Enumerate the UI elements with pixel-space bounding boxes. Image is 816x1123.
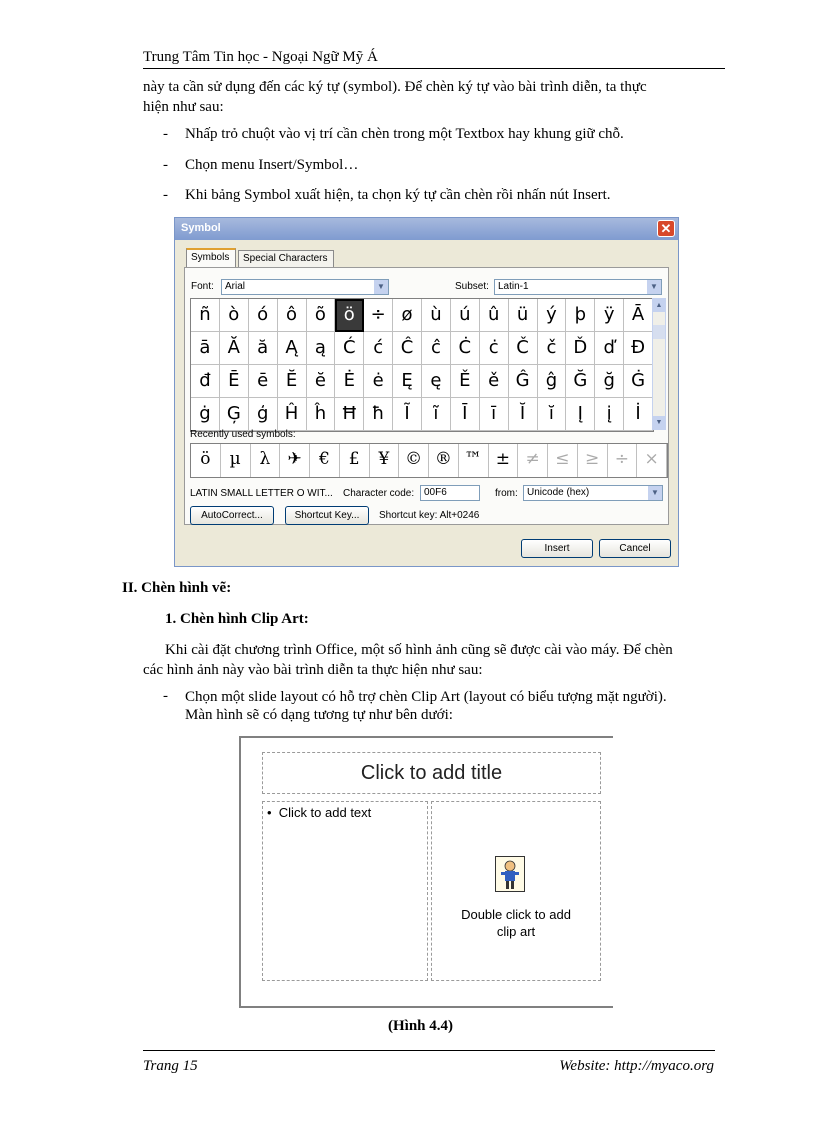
- symbol-cell[interactable]: þ: [566, 299, 595, 332]
- symbol-cell[interactable]: ú: [451, 299, 480, 332]
- symbol-cell[interactable]: Ī: [451, 398, 480, 431]
- scroll-down-icon[interactable]: ▼: [653, 416, 665, 429]
- symbol-cell[interactable]: ď: [595, 332, 624, 365]
- intro-line: hiện như sau:: [143, 99, 224, 115]
- recent-symbol-cell[interactable]: €: [310, 444, 340, 477]
- insert-button[interactable]: Insert: [521, 539, 593, 558]
- tab-special-characters[interactable]: Special Characters: [238, 250, 334, 267]
- dash-bullet: -: [163, 157, 168, 173]
- symbol-cell[interactable]: Ě: [451, 365, 480, 398]
- from-select[interactable]: [523, 485, 663, 501]
- clipart-step: [185, 688, 667, 724]
- symbol-cell[interactable]: Ĩ: [393, 398, 422, 431]
- symbol-cell[interactable]: ą: [307, 332, 336, 365]
- header-rule: [143, 68, 725, 69]
- symbol-cell[interactable]: Đ: [624, 332, 653, 365]
- symbol-cell[interactable]: Ģ: [220, 398, 249, 431]
- clipart-instruction-line: Double click to add: [461, 907, 571, 922]
- bullet-dot: •: [267, 805, 279, 820]
- symbol-cell[interactable]: ö: [335, 299, 364, 332]
- scroll-up-icon[interactable]: ▲: [653, 299, 665, 312]
- symbol-cell[interactable]: İ: [624, 398, 653, 431]
- symbol-cell[interactable]: ø: [393, 299, 422, 332]
- symbol-cell[interactable]: Ğ: [566, 365, 595, 398]
- symbol-cell[interactable]: ě: [480, 365, 509, 398]
- intro-paragraph: [143, 77, 723, 117]
- recent-symbol-cell[interactable]: ≤: [548, 444, 578, 477]
- clipart-paragraph: [143, 640, 733, 660]
- symbol-cell[interactable]: Ę: [393, 365, 422, 398]
- dash-bullet: -: [163, 126, 168, 142]
- symbol-cell[interactable]: į: [595, 398, 624, 431]
- page-header: Trung Tâm Tin học - Ngoại Ngữ Mỹ Á: [143, 49, 378, 65]
- symbol-cell[interactable]: ĩ: [422, 398, 451, 431]
- chevron-down-icon[interactable]: ▼: [648, 486, 662, 500]
- symbol-cell[interactable]: ē: [249, 365, 278, 398]
- symbol-cell[interactable]: Ĕ: [278, 365, 307, 398]
- recent-symbol-cell[interactable]: ±: [489, 444, 519, 477]
- symbol-cell[interactable]: Ē: [220, 365, 249, 398]
- scroll-thumb[interactable]: [653, 325, 665, 339]
- step-item: Nhấp trỏ chuột vào vị trí cần chèn trong một Textbox hay khung giữ chỗ.: [185, 126, 624, 142]
- recent-symbol-cell[interactable]: µ: [221, 444, 251, 477]
- font-select[interactable]: [221, 279, 389, 295]
- symbol-cell[interactable]: ü: [509, 299, 538, 332]
- symbol-cell[interactable]: Ă: [220, 332, 249, 365]
- step-item: Chọn menu Insert/Symbol…: [185, 157, 359, 173]
- footer-rule: [143, 1050, 715, 1051]
- symbol-cell[interactable]: Ĝ: [509, 365, 538, 398]
- symbol-cell[interactable]: ħ: [364, 398, 393, 431]
- symbol-cell[interactable]: č: [538, 332, 567, 365]
- figure-caption: (Hình 4.4): [388, 1018, 454, 1034]
- cancel-button[interactable]: Cancel: [599, 539, 671, 558]
- from-value: Unicode (hex): [527, 487, 590, 498]
- tab-symbols[interactable]: Symbols: [186, 248, 236, 267]
- symbol-cell[interactable]: ĝ: [538, 365, 567, 398]
- symbol-cell[interactable]: Č: [509, 332, 538, 365]
- intro-line: này ta cần sử dụng đến các ký tự (symbol). Để chèn ký tự vào bài trình diễn, ta thực: [143, 79, 647, 95]
- chevron-down-icon[interactable]: ▼: [647, 280, 661, 294]
- recent-symbol-cell[interactable]: ®: [429, 444, 459, 477]
- subsection-heading: 1. Chèn hình Clip Art:: [165, 611, 309, 627]
- text-placeholder[interactable]: [262, 801, 428, 981]
- bullet-text-label: Click to add text: [278, 805, 372, 820]
- subset-value: Latin-1: [498, 281, 529, 292]
- person-clipart-svg: [496, 857, 524, 891]
- paragraph-line: Khi cài đặt chương trình Office, một số hình ảnh cũng sẽ được cài vào máy. Để chèn: [165, 642, 673, 658]
- symbol-cell[interactable]: Ġ: [624, 365, 653, 398]
- character-code-input[interactable]: [420, 485, 480, 501]
- paragraph-line: các hình ảnh này vào bài trình diễn ta thực hiện như sau:: [143, 662, 483, 678]
- symbol-cell[interactable]: ù: [422, 299, 451, 332]
- symbol-cell[interactable]: ă: [249, 332, 278, 365]
- recent-symbols[interactable]: [190, 443, 668, 478]
- symbol-cell[interactable]: ģ: [249, 398, 278, 431]
- symbol-dialog: [174, 217, 679, 567]
- symbol-grid-scrollbar[interactable]: [652, 298, 666, 430]
- recent-symbol-cell[interactable]: λ: [251, 444, 281, 477]
- symbol-cell[interactable]: Ė: [335, 365, 364, 398]
- symbol-cell[interactable]: Ĥ: [278, 398, 307, 431]
- recent-symbol-cell[interactable]: ×: [637, 444, 667, 477]
- recent-symbols-label: Recently used symbols:: [190, 429, 296, 440]
- font-label: Font:: [191, 281, 214, 292]
- symbol-cell[interactable]: ċ: [480, 332, 509, 365]
- dash-bullet: -: [163, 688, 168, 704]
- recent-symbol-cell[interactable]: ö: [191, 444, 221, 477]
- clipart-instruction: [431, 906, 601, 940]
- symbol-cell[interactable]: Ā: [624, 299, 653, 332]
- recent-symbol-cell[interactable]: ™: [459, 444, 489, 477]
- recent-symbol-cell[interactable]: ÷: [608, 444, 638, 477]
- step-item: Khi bảng Symbol xuất hiện, ta chọn ký tự cần chèn rồi nhấn nút Insert.: [185, 187, 611, 203]
- symbol-cell[interactable]: Ħ: [335, 398, 364, 431]
- symbol-grid[interactable]: [190, 298, 654, 432]
- dialog-titlebar: [175, 218, 678, 240]
- character-name: LATIN SMALL LETTER O WIT...: [190, 488, 333, 499]
- font-value: Arial: [225, 281, 246, 292]
- symbol-cell[interactable]: ĕ: [307, 365, 336, 398]
- symbol-cell[interactable]: Ċ: [451, 332, 480, 365]
- recent-symbol-cell[interactable]: ≥: [578, 444, 608, 477]
- symbol-cell[interactable]: ā: [191, 332, 220, 365]
- character-code-label: Character code:: [343, 488, 415, 499]
- symbol-cell[interactable]: ñ: [191, 299, 220, 332]
- symbol-cell[interactable]: ė: [364, 365, 393, 398]
- dialog-title: Symbol: [181, 222, 221, 234]
- recent-symbol-cell[interactable]: £: [340, 444, 370, 477]
- symbol-cell[interactable]: Ĉ: [393, 332, 422, 365]
- symbol-cell[interactable]: ÿ: [595, 299, 624, 332]
- section-heading: II. Chèn hình vẽ:: [122, 580, 232, 596]
- character-code-value: 00F6: [424, 487, 447, 498]
- symbol-cell[interactable]: ī: [480, 398, 509, 431]
- symbol-cell[interactable]: ĭ: [538, 398, 567, 431]
- symbol-cell[interactable]: Ĭ: [509, 398, 538, 431]
- symbol-cell[interactable]: Į: [566, 398, 595, 431]
- symbol-cell[interactable]: û: [480, 299, 509, 332]
- step-line: Chọn một slide layout có hỗ trợ chèn Clip Art (layout có biểu tượng mặt người).: [185, 689, 667, 705]
- symbol-cell[interactable]: õ: [307, 299, 336, 332]
- title-placeholder-text: Click to add title: [360, 762, 503, 784]
- clipart-icon[interactable]: [495, 856, 525, 892]
- shortcut-key-button[interactable]: Shortcut Key...: [285, 506, 369, 525]
- symbol-cell[interactable]: ò: [220, 299, 249, 332]
- dash-bullet: -: [163, 187, 168, 203]
- recent-symbol-cell[interactable]: ≠: [518, 444, 548, 477]
- symbol-cell[interactable]: ÷: [364, 299, 393, 332]
- subset-select[interactable]: [494, 279, 662, 295]
- step-line: Màn hình sẽ có dạng tương tự như bên dưới:: [185, 707, 453, 723]
- slide-preview: [239, 736, 613, 1008]
- symbol-cell[interactable]: ć: [364, 332, 393, 365]
- symbol-cell[interactable]: Ć: [335, 332, 364, 365]
- symbol-cell[interactable]: ġ: [191, 398, 220, 431]
- bullet-text: [267, 805, 371, 820]
- footer-website: Website: http://myaco.org: [559, 1058, 714, 1074]
- clipart-instruction-line: clip art: [496, 924, 536, 939]
- from-label: from:: [495, 488, 518, 499]
- symbol-cell[interactable]: ó: [249, 299, 278, 332]
- symbol-cell[interactable]: ę: [422, 365, 451, 398]
- shortcut-key-text: Shortcut key: Alt+0246: [379, 510, 480, 521]
- symbol-cell[interactable]: Ą: [278, 332, 307, 365]
- close-icon[interactable]: ✕: [657, 220, 675, 237]
- chevron-down-icon[interactable]: ▼: [374, 280, 388, 294]
- recent-symbol-cell[interactable]: ¥: [370, 444, 400, 477]
- footer-page: Trang 15: [143, 1058, 198, 1074]
- symbol-cell[interactable]: ĉ: [422, 332, 451, 365]
- symbol-cell[interactable]: ĥ: [307, 398, 336, 431]
- symbol-cell[interactable]: đ: [191, 365, 220, 398]
- title-placeholder[interactable]: [262, 752, 601, 794]
- symbol-cell[interactable]: ğ: [595, 365, 624, 398]
- symbol-cell[interactable]: ô: [278, 299, 307, 332]
- symbol-cell[interactable]: ý: [538, 299, 567, 332]
- autocorrect-button[interactable]: AutoCorrect...: [190, 506, 274, 525]
- symbol-cell[interactable]: Ď: [566, 332, 595, 365]
- recent-symbol-cell[interactable]: ©: [399, 444, 429, 477]
- subset-label: Subset:: [455, 281, 489, 292]
- recent-symbol-cell[interactable]: ✈: [280, 444, 310, 477]
